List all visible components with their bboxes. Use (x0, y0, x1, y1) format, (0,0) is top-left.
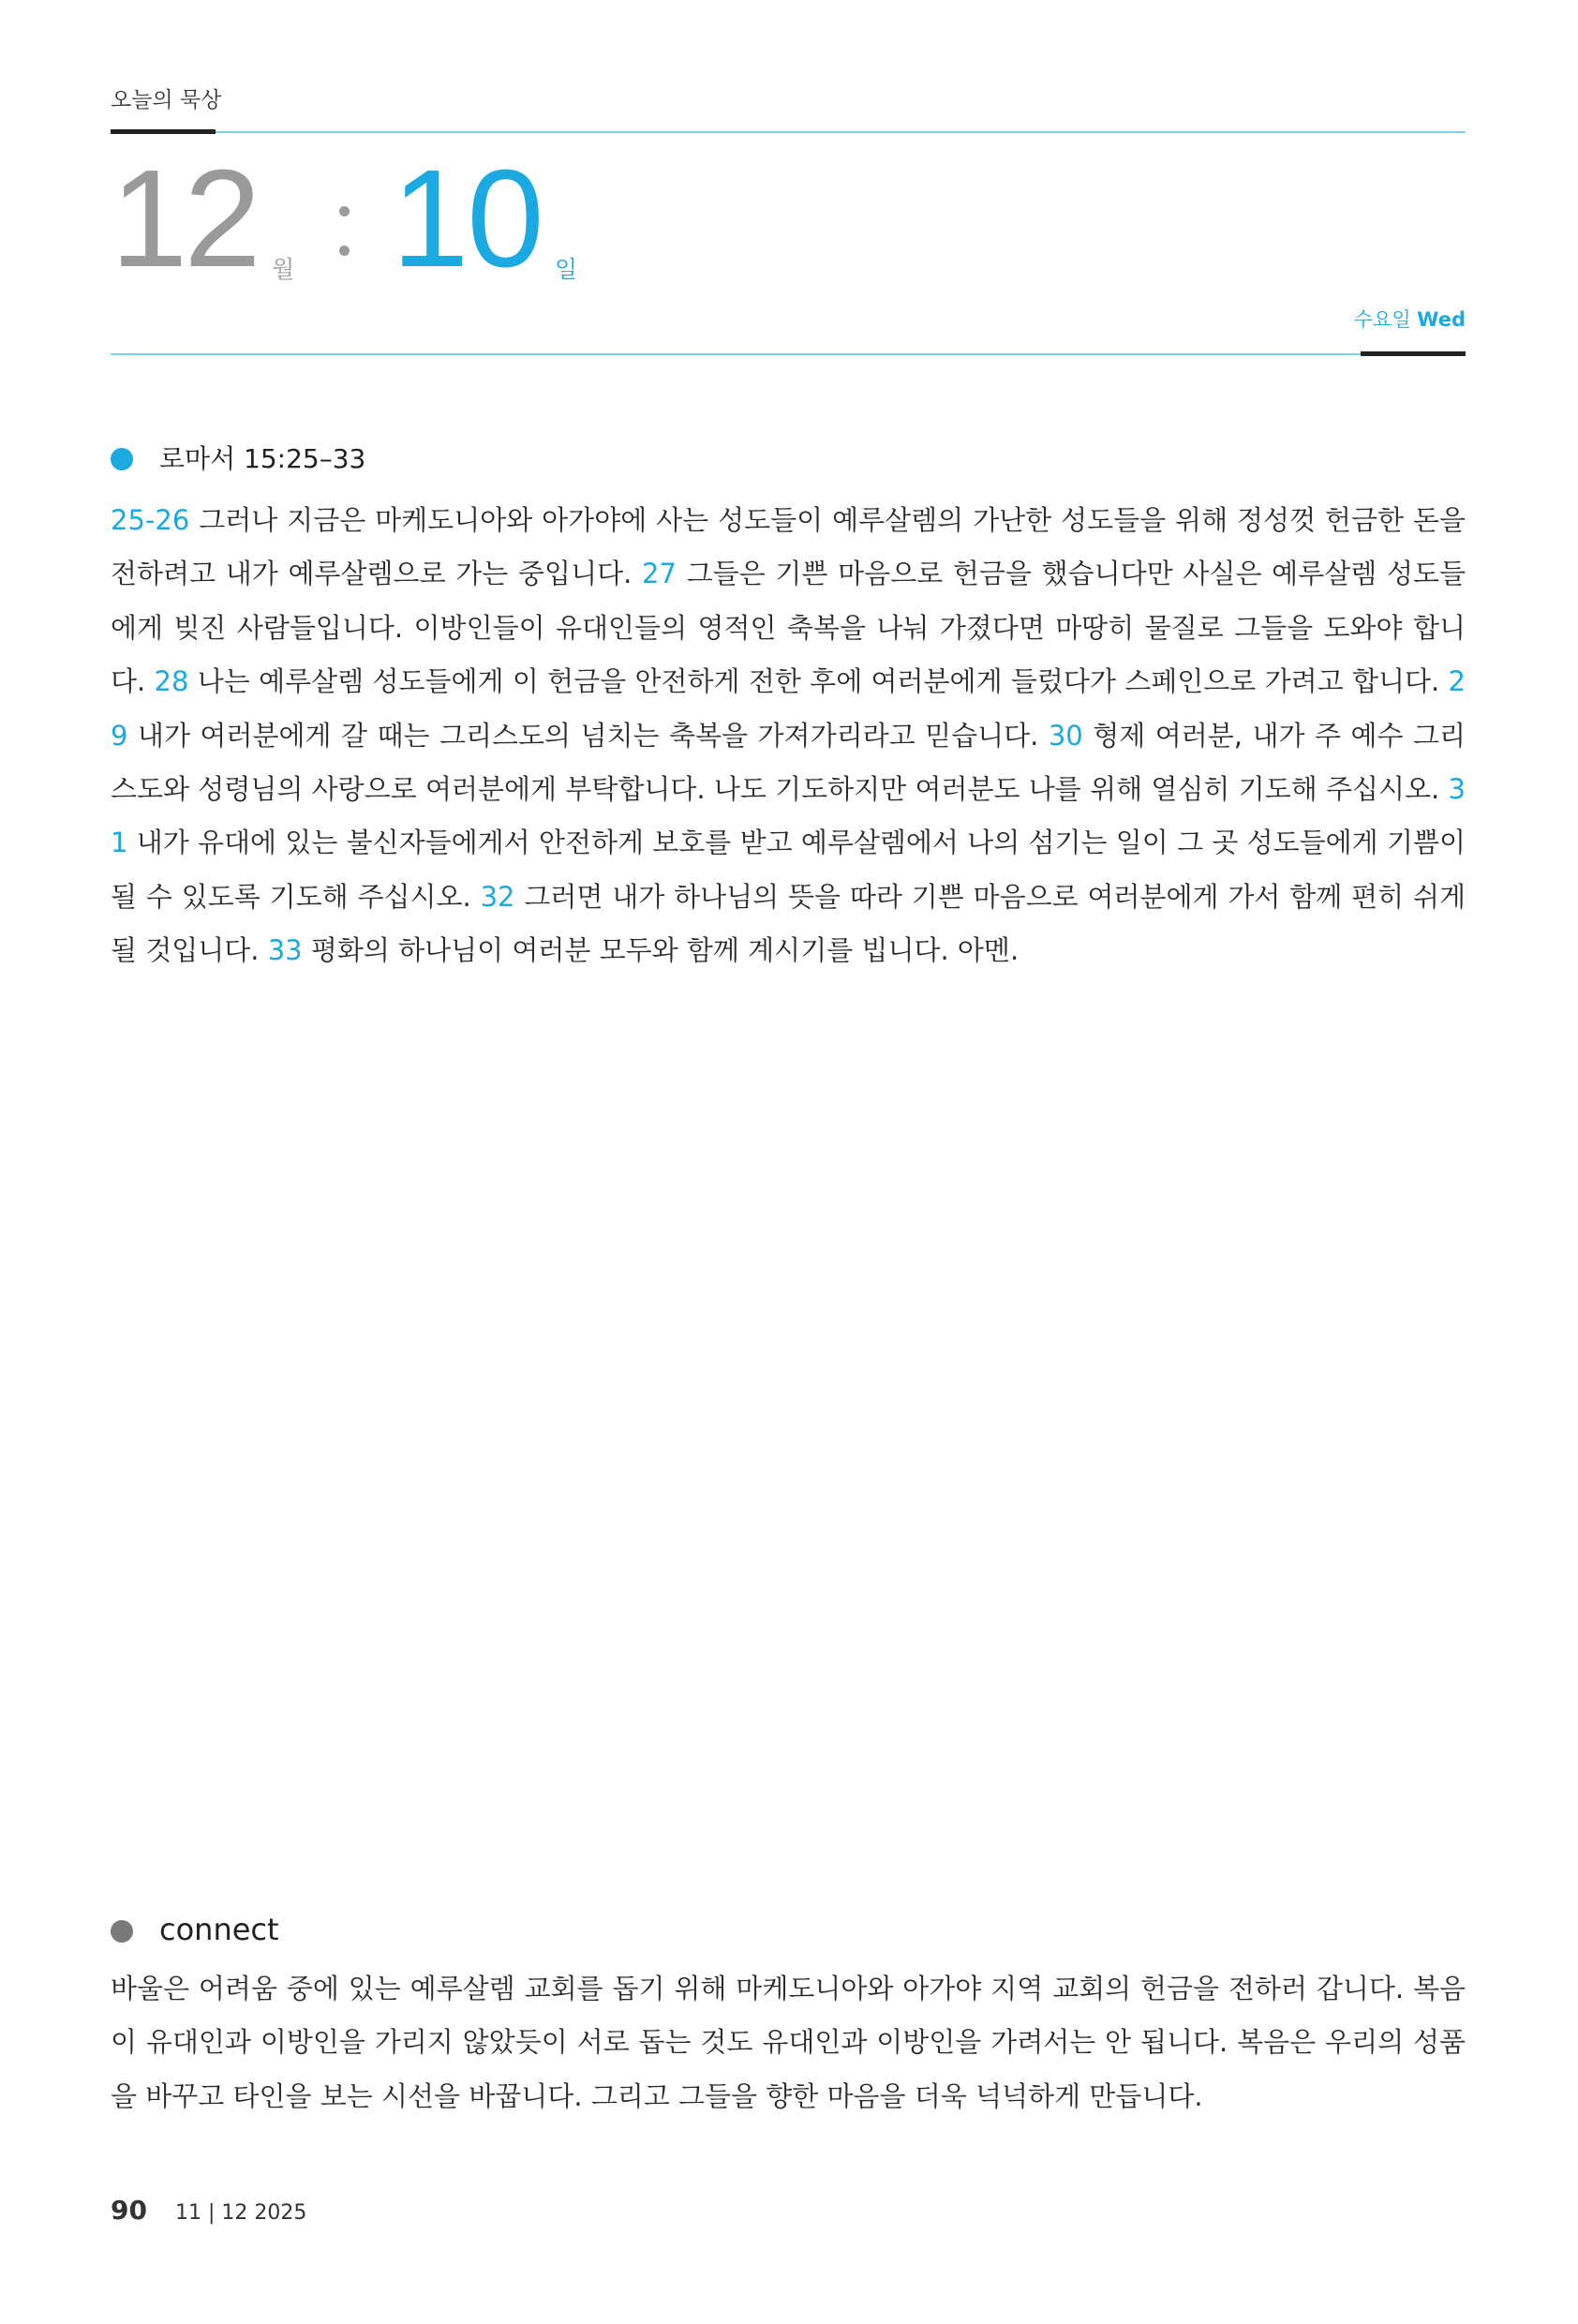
date-rule-accent (1361, 351, 1466, 356)
verse-text: 그러나 지금은 마케도니아와 아가야에 사는 성도들이 예루살렘의 가난한 성도들을 위해 정성껏 헌금한 돈을 전하려고 내가 예루살렘으로 가는 중입니다. (111, 504, 1466, 590)
weekday-kr: 수요일 (1353, 308, 1411, 331)
page-number: 90 (111, 2195, 147, 2226)
date-rule (111, 353, 1361, 355)
bullet-icon (111, 1920, 133, 1943)
verse-text: 형제 여러분, 내가 주 예수 그리스도와 성령님의 사랑으로 여러분에게 부탁합니다. 나도 기도하지만 여러분도 나를 위해 열심히 기도해 주십시오. (111, 719, 1466, 806)
verse-text: 내가 유대에 있는 불신자들에게서 안전하게 보호를 받고 예루살렘에서 나의 섬기는 일이 그 곳 성도들에게 기쁨이 될 수 있도록 기도해 주십시오. (111, 827, 1466, 913)
verse-text: 내가 여러분에게 갈 때는 그리스도의 넘치는 축복을 가져가리라고 믿습니다. (127, 719, 1049, 752)
scripture-text (111, 494, 1466, 978)
verse-number: 25-26 (111, 504, 190, 536)
header-rule-accent (111, 129, 216, 134)
header-rule (216, 131, 1466, 133)
weekday-en: Wed (1417, 308, 1466, 331)
verse-number: 30 (1048, 719, 1083, 752)
date-month: 12 (111, 142, 258, 296)
scripture-heading (111, 439, 365, 476)
section-label: 오늘의 묵상 (111, 88, 222, 112)
date-day: 10 (392, 142, 543, 296)
verse-text: 나는 예루살렘 성도들에게 이 헌금을 안전하게 전한 후에 여러분에게 들렀다가 스페인으로 가려고 합니다. (188, 665, 1449, 698)
weekday (1354, 305, 1466, 333)
scripture-reference: 로마서 15:25–33 (159, 443, 366, 474)
date-day-unit: 일 (555, 256, 578, 283)
verse-text: 그러면 내가 하나님의 뜻을 따라 기쁜 마음으로 여러분에게 가서 함께 편히 쉬게 될 것입니다. (111, 880, 1466, 967)
verse-text: 평화의 하나님이 여러분 모두와 함께 계시기를 빕니다. 아멘. (302, 934, 1020, 967)
date-month-unit: 월 (272, 256, 295, 283)
verse-number: 31 (111, 773, 1466, 859)
verse-number: 28 (154, 665, 189, 698)
verse-number: 29 (111, 665, 1466, 752)
verse-number: 27 (642, 558, 677, 590)
issue-date: 11 | 12 2025 (174, 2201, 307, 2225)
bullet-icon (111, 448, 133, 470)
connect-title: connect (159, 1912, 279, 1947)
verse-text: 그들은 기쁜 마음으로 헌금을 했습니다만 사실은 예루살렘 성도들에게 빚진 사람들입니다. 이방인들이 유대인들의 영적인 축복을 나눠 가졌다면 마땅히 물질로 그들을 도와야 합니다. (111, 558, 1466, 698)
connect-heading (111, 1912, 279, 1947)
connect-text: 바울은 어려움 중에 있는 예루살렘 교회를 돕기 위해 마케도니아와 아가야 지역 교회의 헌금을 전하러 갑니다. 복음이 유대인과 이방인을 가리지 않았듯이 서로 돕는 것도 유대인과 이방인을 가려서는 안 됩니다. 복음은 우리의 성품을 바꾸고 타인을 보는 시선을 바꿉니다. 그리고 그들을 향한 마음을 더욱 넉넉하게 만듭니다. (111, 1973, 1466, 2112)
footer (111, 2195, 306, 2226)
verse-number: 32 (480, 880, 515, 913)
verse-number: 33 (267, 934, 303, 967)
date-colon-icon (339, 199, 350, 259)
